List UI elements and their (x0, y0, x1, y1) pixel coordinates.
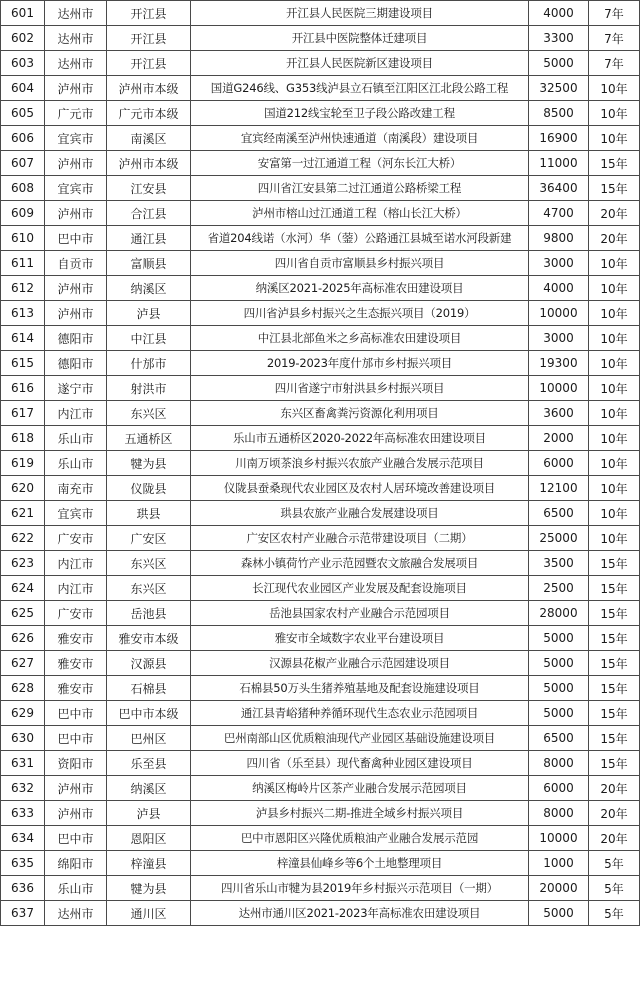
county-cell: 仪陇县 (107, 476, 191, 501)
term-years-cell: 15年 (589, 751, 640, 776)
amount-cell: 8500 (529, 101, 589, 126)
row-number-cell: 630 (1, 726, 45, 751)
table-row (1, 51, 640, 76)
amount-cell: 5000 (529, 651, 589, 676)
term-years-cell: 20年 (589, 226, 640, 251)
table-row (1, 526, 640, 551)
table-row (1, 76, 640, 101)
city-cell: 乐山市 (45, 876, 107, 901)
amount-cell: 6000 (529, 451, 589, 476)
county-cell: 开江县 (107, 1, 191, 26)
term-years-cell: 15年 (589, 551, 640, 576)
table-row (1, 801, 640, 826)
table-row (1, 176, 640, 201)
project-name-cell: 达州市通川区2021-2023年高标准农田建设项目 (191, 901, 529, 926)
county-cell: 岳池县 (107, 601, 191, 626)
county-cell: 珙县 (107, 501, 191, 526)
amount-cell: 3300 (529, 26, 589, 51)
city-cell: 达州市 (45, 1, 107, 26)
term-years-cell: 20年 (589, 826, 640, 851)
table-row (1, 576, 640, 601)
county-cell: 汉源县 (107, 651, 191, 676)
row-number-cell: 634 (1, 826, 45, 851)
term-years-cell: 10年 (589, 251, 640, 276)
amount-cell: 1000 (529, 851, 589, 876)
city-cell: 泸州市 (45, 776, 107, 801)
table-row (1, 476, 640, 501)
project-name-cell: 中江县北部鱼米之乡高标准农田建设项目 (191, 326, 529, 351)
amount-cell: 3500 (529, 551, 589, 576)
term-years-cell: 7年 (589, 26, 640, 51)
term-years-cell: 10年 (589, 351, 640, 376)
project-name-cell: 泸州市榕山过江通道工程（榕山长江大桥） (191, 201, 529, 226)
city-cell: 宜宾市 (45, 176, 107, 201)
project-name-cell: 开江县人民医院三期建设项目 (191, 1, 529, 26)
table-row (1, 876, 640, 901)
table-row (1, 651, 640, 676)
amount-cell: 5000 (529, 51, 589, 76)
city-cell: 泸州市 (45, 801, 107, 826)
table-row (1, 626, 640, 651)
term-years-cell: 10年 (589, 76, 640, 101)
table-row (1, 301, 640, 326)
term-years-cell: 15年 (589, 676, 640, 701)
amount-cell: 5000 (529, 901, 589, 926)
table-row (1, 901, 640, 926)
table-row (1, 26, 640, 51)
amount-cell: 10000 (529, 376, 589, 401)
county-cell: 梓潼县 (107, 851, 191, 876)
row-number-cell: 623 (1, 551, 45, 576)
table-row (1, 751, 640, 776)
city-cell: 雅安市 (45, 676, 107, 701)
city-cell: 广元市 (45, 101, 107, 126)
table-row (1, 201, 640, 226)
county-cell: 乐至县 (107, 751, 191, 776)
county-cell: 中江县 (107, 326, 191, 351)
county-cell: 犍为县 (107, 876, 191, 901)
amount-cell: 19300 (529, 351, 589, 376)
project-name-cell: 通江县青峪猪种养循环现代生态农业示范园项目 (191, 701, 529, 726)
project-name-cell: 省道204线诺（水河）华（蓥）公路通江县城至诺水河段新建 (191, 226, 529, 251)
county-cell: 纳溪区 (107, 276, 191, 301)
city-cell: 雅安市 (45, 651, 107, 676)
county-cell: 合江县 (107, 201, 191, 226)
term-years-cell: 10年 (589, 501, 640, 526)
county-cell: 巴州区 (107, 726, 191, 751)
city-cell: 巴中市 (45, 826, 107, 851)
project-name-cell: 国道G246线、G353线泸县立石镇至江阳区江北段公路工程 (191, 76, 529, 101)
city-cell: 内江市 (45, 576, 107, 601)
amount-cell: 6500 (529, 501, 589, 526)
amount-cell: 9800 (529, 226, 589, 251)
row-number-cell: 603 (1, 51, 45, 76)
table-row (1, 376, 640, 401)
table-row (1, 251, 640, 276)
city-cell: 广安市 (45, 526, 107, 551)
amount-cell: 10000 (529, 826, 589, 851)
row-number-cell: 625 (1, 601, 45, 626)
project-name-cell: 纳溪区梅岭片区茶产业融合发展示范园项目 (191, 776, 529, 801)
amount-cell: 11000 (529, 151, 589, 176)
project-name-cell: 安富第一过江通道工程（河东长江大桥） (191, 151, 529, 176)
row-number-cell: 624 (1, 576, 45, 601)
term-years-cell: 7年 (589, 51, 640, 76)
city-cell: 绵阳市 (45, 851, 107, 876)
amount-cell: 10000 (529, 301, 589, 326)
county-cell: 东兴区 (107, 576, 191, 601)
county-cell: 广元市本级 (107, 101, 191, 126)
row-number-cell: 615 (1, 351, 45, 376)
table-row (1, 151, 640, 176)
row-number-cell: 616 (1, 376, 45, 401)
term-years-cell: 5年 (589, 876, 640, 901)
city-cell: 泸州市 (45, 151, 107, 176)
table-row (1, 226, 640, 251)
row-number-cell: 636 (1, 876, 45, 901)
table-row (1, 601, 640, 626)
table-row (1, 276, 640, 301)
row-number-cell: 601 (1, 1, 45, 26)
term-years-cell: 20年 (589, 801, 640, 826)
amount-cell: 5000 (529, 701, 589, 726)
table-row (1, 1, 640, 26)
table-row (1, 501, 640, 526)
amount-cell: 2500 (529, 576, 589, 601)
county-cell: 泸州市本级 (107, 76, 191, 101)
project-name-cell: 四川省自贡市富顺县乡村振兴项目 (191, 251, 529, 276)
row-number-cell: 606 (1, 126, 45, 151)
project-name-cell: 长江现代农业园区产业发展及配套设施项目 (191, 576, 529, 601)
term-years-cell: 15年 (589, 151, 640, 176)
row-number-cell: 626 (1, 626, 45, 651)
term-years-cell: 15年 (589, 651, 640, 676)
city-cell: 巴中市 (45, 701, 107, 726)
amount-cell: 20000 (529, 876, 589, 901)
amount-cell: 36400 (529, 176, 589, 201)
city-cell: 达州市 (45, 51, 107, 76)
project-name-cell: 汉源县花椒产业融合示范园建设项目 (191, 651, 529, 676)
term-years-cell: 15年 (589, 601, 640, 626)
county-cell: 什邡市 (107, 351, 191, 376)
project-name-cell: 开江县人民医院新区建设项目 (191, 51, 529, 76)
county-cell: 恩阳区 (107, 826, 191, 851)
table-row (1, 701, 640, 726)
table-row (1, 426, 640, 451)
project-name-cell: 仪陇县蚕桑现代农业园区及农村人居环境改善建设项目 (191, 476, 529, 501)
table-row (1, 826, 640, 851)
table-row (1, 101, 640, 126)
row-number-cell: 611 (1, 251, 45, 276)
table-row (1, 126, 640, 151)
project-table-body (1, 1, 640, 926)
row-number-cell: 629 (1, 701, 45, 726)
row-number-cell: 612 (1, 276, 45, 301)
project-name-cell: 四川省乐山市犍为县2019年乡村振兴示范项目（一期） (191, 876, 529, 901)
city-cell: 巴中市 (45, 726, 107, 751)
row-number-cell: 610 (1, 226, 45, 251)
city-cell: 达州市 (45, 26, 107, 51)
row-number-cell: 618 (1, 426, 45, 451)
table-row (1, 351, 640, 376)
project-name-cell: 川南万顷茶浪乡村振兴农旅产业融合发展示范项目 (191, 451, 529, 476)
project-name-cell: 珙县农旅产业融合发展建设项目 (191, 501, 529, 526)
project-name-cell: 四川省（乐至县）现代畜禽种业园区建设项目 (191, 751, 529, 776)
county-cell: 泸州市本级 (107, 151, 191, 176)
city-cell: 南充市 (45, 476, 107, 501)
county-cell: 石棉县 (107, 676, 191, 701)
amount-cell: 3000 (529, 251, 589, 276)
row-number-cell: 605 (1, 101, 45, 126)
amount-cell: 25000 (529, 526, 589, 551)
amount-cell: 8000 (529, 801, 589, 826)
row-number-cell: 635 (1, 851, 45, 876)
county-cell: 富顺县 (107, 251, 191, 276)
row-number-cell: 628 (1, 676, 45, 701)
row-number-cell: 622 (1, 526, 45, 551)
city-cell: 泸州市 (45, 201, 107, 226)
row-number-cell: 633 (1, 801, 45, 826)
county-cell: 泸县 (107, 801, 191, 826)
term-years-cell: 5年 (589, 851, 640, 876)
amount-cell: 5000 (529, 676, 589, 701)
term-years-cell: 10年 (589, 376, 640, 401)
amount-cell: 12100 (529, 476, 589, 501)
term-years-cell: 20年 (589, 201, 640, 226)
table-row (1, 401, 640, 426)
city-cell: 泸州市 (45, 276, 107, 301)
project-name-cell: 岳池县国家农村产业融合示范园项目 (191, 601, 529, 626)
city-cell: 资阳市 (45, 751, 107, 776)
project-name-cell: 四川省泸县乡村振兴之生态振兴项目（2019） (191, 301, 529, 326)
row-number-cell: 631 (1, 751, 45, 776)
county-cell: 通川区 (107, 901, 191, 926)
project-name-cell: 四川省江安县第二过江通道公路桥梁工程 (191, 176, 529, 201)
amount-cell: 6000 (529, 776, 589, 801)
city-cell: 德阳市 (45, 326, 107, 351)
term-years-cell: 10年 (589, 451, 640, 476)
table-row (1, 451, 640, 476)
county-cell: 雅安市本级 (107, 626, 191, 651)
project-name-cell: 巴中市恩阳区兴隆优质粮油产业融合发展示范园 (191, 826, 529, 851)
row-number-cell: 617 (1, 401, 45, 426)
term-years-cell: 15年 (589, 576, 640, 601)
term-years-cell: 10年 (589, 326, 640, 351)
project-name-cell: 国道212线宝轮至卫子段公路改建工程 (191, 101, 529, 126)
project-name-cell: 石棉县50万头生猪养殖基地及配套设施建设项目 (191, 676, 529, 701)
project-name-cell: 乐山市五通桥区2020-2022年高标准农田建设项目 (191, 426, 529, 451)
amount-cell: 16900 (529, 126, 589, 151)
amount-cell: 4000 (529, 1, 589, 26)
county-cell: 南溪区 (107, 126, 191, 151)
county-cell: 纳溪区 (107, 776, 191, 801)
amount-cell: 28000 (529, 601, 589, 626)
project-name-cell: 开江县中医院整体迁建项目 (191, 26, 529, 51)
county-cell: 犍为县 (107, 451, 191, 476)
row-number-cell: 637 (1, 901, 45, 926)
county-cell: 巴中市本级 (107, 701, 191, 726)
project-name-cell: 泸县乡村振兴二期-推进全域乡村振兴项目 (191, 801, 529, 826)
city-cell: 宜宾市 (45, 501, 107, 526)
term-years-cell: 10年 (589, 426, 640, 451)
county-cell: 五通桥区 (107, 426, 191, 451)
city-cell: 乐山市 (45, 451, 107, 476)
term-years-cell: 5年 (589, 901, 640, 926)
city-cell: 泸州市 (45, 76, 107, 101)
term-years-cell: 20年 (589, 776, 640, 801)
project-name-cell: 纳溪区2021-2025年高标准农田建设项目 (191, 276, 529, 301)
table-row (1, 776, 640, 801)
county-cell: 江安县 (107, 176, 191, 201)
project-name-cell: 东兴区畜禽粪污资源化利用项目 (191, 401, 529, 426)
county-cell: 射洪市 (107, 376, 191, 401)
amount-cell: 3000 (529, 326, 589, 351)
row-number-cell: 602 (1, 26, 45, 51)
row-number-cell: 632 (1, 776, 45, 801)
term-years-cell: 10年 (589, 276, 640, 301)
term-years-cell: 10年 (589, 126, 640, 151)
term-years-cell: 15年 (589, 726, 640, 751)
amount-cell: 8000 (529, 751, 589, 776)
amount-cell: 5000 (529, 626, 589, 651)
county-cell: 广安区 (107, 526, 191, 551)
project-name-cell: 宜宾经南溪至泸州快速通道（南溪段）建设项目 (191, 126, 529, 151)
row-number-cell: 627 (1, 651, 45, 676)
amount-cell: 6500 (529, 726, 589, 751)
county-cell: 开江县 (107, 26, 191, 51)
county-cell: 通江县 (107, 226, 191, 251)
city-cell: 遂宁市 (45, 376, 107, 401)
table-row (1, 551, 640, 576)
project-name-cell: 森林小镇荷竹产业示范园暨农文旅融合发展项目 (191, 551, 529, 576)
city-cell: 巴中市 (45, 226, 107, 251)
table-row (1, 326, 640, 351)
term-years-cell: 10年 (589, 301, 640, 326)
term-years-cell: 10年 (589, 476, 640, 501)
row-number-cell: 614 (1, 326, 45, 351)
project-name-cell: 梓潼县仙峰乡等6个土地整理项目 (191, 851, 529, 876)
project-name-cell: 四川省遂宁市射洪县乡村振兴项目 (191, 376, 529, 401)
city-cell: 内江市 (45, 401, 107, 426)
term-years-cell: 10年 (589, 526, 640, 551)
term-years-cell: 15年 (589, 701, 640, 726)
term-years-cell: 7年 (589, 1, 640, 26)
row-number-cell: 604 (1, 76, 45, 101)
term-years-cell: 10年 (589, 401, 640, 426)
table-row (1, 676, 640, 701)
city-cell: 泸州市 (45, 301, 107, 326)
term-years-cell: 15年 (589, 176, 640, 201)
amount-cell: 3600 (529, 401, 589, 426)
project-name-cell: 广安区农村产业融合示范带建设项目（二期） (191, 526, 529, 551)
amount-cell: 32500 (529, 76, 589, 101)
term-years-cell: 15年 (589, 626, 640, 651)
city-cell: 广安市 (45, 601, 107, 626)
table-row (1, 726, 640, 751)
project-name-cell: 2019-2023年度什邡市乡村振兴项目 (191, 351, 529, 376)
row-number-cell: 621 (1, 501, 45, 526)
city-cell: 雅安市 (45, 626, 107, 651)
project-name-cell: 巴州南部山区优质粮油现代产业园区基础设施建设项目 (191, 726, 529, 751)
city-cell: 德阳市 (45, 351, 107, 376)
amount-cell: 2000 (529, 426, 589, 451)
amount-cell: 4000 (529, 276, 589, 301)
amount-cell: 4700 (529, 201, 589, 226)
city-cell: 达州市 (45, 901, 107, 926)
city-cell: 乐山市 (45, 426, 107, 451)
city-cell: 自贡市 (45, 251, 107, 276)
county-cell: 泸县 (107, 301, 191, 326)
row-number-cell: 613 (1, 301, 45, 326)
county-cell: 开江县 (107, 51, 191, 76)
county-cell: 东兴区 (107, 401, 191, 426)
table-row (1, 851, 640, 876)
row-number-cell: 619 (1, 451, 45, 476)
project-name-cell: 雅安市全域数字农业平台建设项目 (191, 626, 529, 651)
county-cell: 东兴区 (107, 551, 191, 576)
row-number-cell: 607 (1, 151, 45, 176)
city-cell: 宜宾市 (45, 126, 107, 151)
row-number-cell: 609 (1, 201, 45, 226)
row-number-cell: 620 (1, 476, 45, 501)
city-cell: 内江市 (45, 551, 107, 576)
row-number-cell: 608 (1, 176, 45, 201)
term-years-cell: 10年 (589, 101, 640, 126)
